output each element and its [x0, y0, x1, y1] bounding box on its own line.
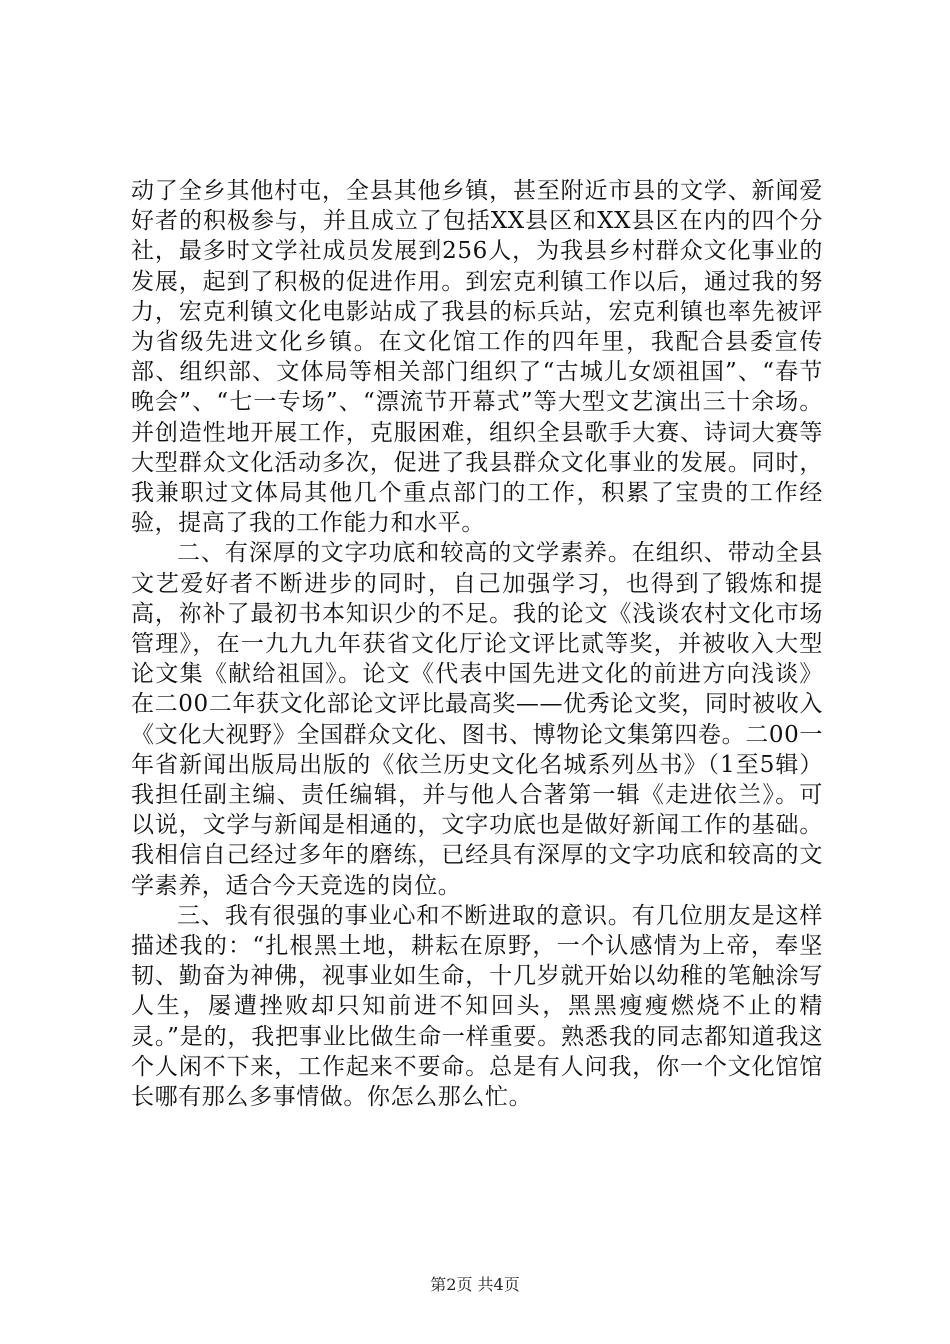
paragraph-1: 动了全乡其他村屯，全县其他乡镇，甚至附近市县的文学、新闻爱好者的积极参与，并且成立了包括XX县区和XX县区在内的四个分社，最多时文学社成员发展到256人，为我县乡村群众文化事业的发展，起到了积极的促进作用。到宏克利镇工作以后，通过我的努力，宏克利镇文化电影站成了我县的标兵站，宏克利镇也率先被评为省级先进文化乡镇。在文化馆工作的四年里，我配合县委宣传部、组织部、文体局等相关部门组织了“古城儿女颂祖国”、“春节晚会”、“七一专场”、“漂流节开幕式”等大型文艺演出三十余场。并创造性地开展工作，克服困难，组织全县歌手大赛、诗词大赛等大型群众文化活动多次，促进了我县群众文化事业的发展。同时，我兼职过文体局其他几个重点部门的工作，积累了宝贵的工作经验，提高了我的工作能力和水平。 — [131, 178, 823, 537]
page-footer: 第2页 共4页 — [430, 1275, 520, 1294]
document-body — [131, 176, 823, 1112]
paragraph-3: 三、我有很强的事业心和不断进取的意识。有几位朋友是这样描述我的：“扎根黑土地，耕耘在原野，一个认感情为上帝，奉坚韧、勤奋为神佛，视事业如生命，十几岁就开始以幼稚的笔触涂写人生，屡遭挫败却只知前进不知回头，黑黑瘦瘦燃烧不止的精灵。”是的，我把事业比做生命一样重要。熟悉我的同志都知道我这个人闲不下来，工作起来不要命。总是有人问我，你一个文化馆馆长哪有那么多事情做。你怎么那么忙。 — [131, 902, 823, 1111]
paragraph-2: 二、有深厚的文字功底和较高的文学素养。在组织、带动全县文艺爱好者不断进步的同时，自己加强学习，也得到了锻炼和提高，祢补了最初书本知识少的不足。我的论文《浅谈农村文化市场管理》，在一九九九年获省文化厅论文评比贰等奖，并被收入大型论文集《献给祖国》。论文《代表中国先进文化的前进方向浅谈》在二00二年获文化部论文评比最高奖——优秀论文奖，同时被收入《文化大视野》全国群众文化、图书、博物论文集第四卷。二00一年省新闻出版局出版的《依兰历史文化名城系列丛书》（1至5辑）我担任副主编、责任编辑，并与他人合著第一辑《走进依兰》。可以说，文学与新闻是相通的，文字功底也是做好新闻工作的基础。我相信自己经过多年的磨练，已经具有深厚的文字功底和较高的文学素养，适合今天竞选的岗位。 — [131, 540, 823, 899]
